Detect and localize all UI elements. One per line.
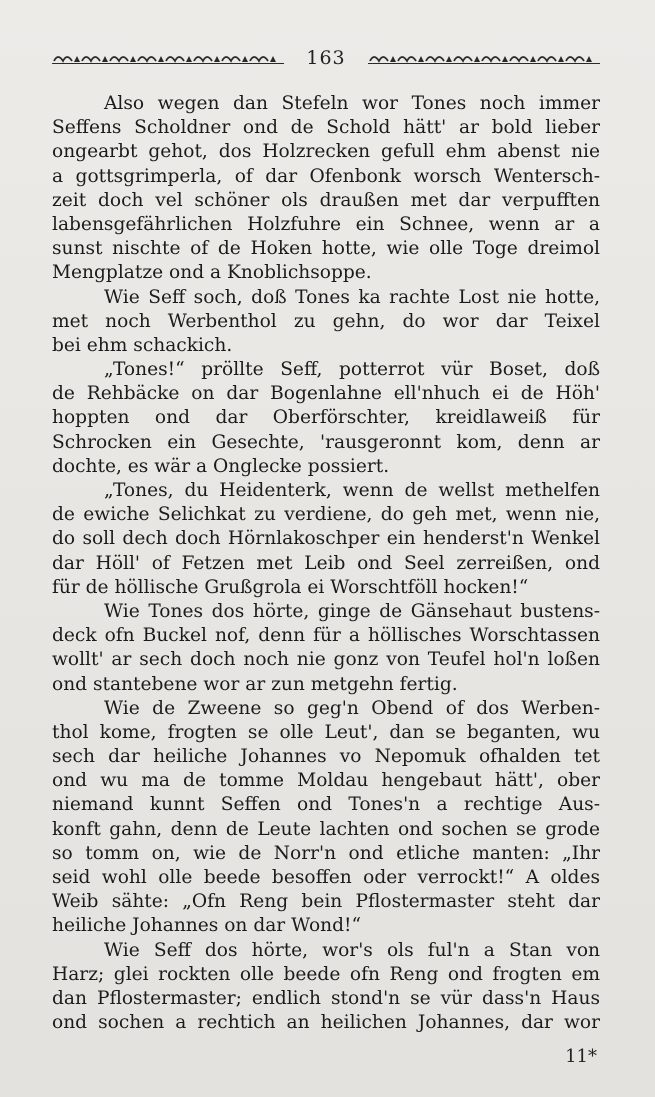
text-line: zeit doch vel schöner ols draußen met dar verpufften [52, 189, 600, 211]
text-line: Harz; glei rockten olle beede ofn Reng ond frogten em [52, 963, 600, 985]
text-line: heiliche Johannes on dar Wond!“ [52, 915, 362, 937]
text-line: konft gahn, denn de Leute lachten ond sochen se grode [52, 818, 600, 840]
text-line: wollt' ar sech doch noch nie gonz von Teufel hol'n loßen [52, 649, 600, 671]
text-line: Wie Seff dos hörte, wor's ols ful'n a Stan von [104, 939, 600, 961]
text-line: „Tones!“ pröllte Seff, potterrot vür Boset, doß [104, 359, 600, 381]
text-line: Weib sähte: „Ofn Reng bein Pflostermaster steht dar [52, 891, 600, 913]
text-line: sech dar heiliche Johannes vo Nepomuk ofhalden tet [52, 746, 600, 768]
text-line: „Tones, du Heidenterk, wenn de wellst methelfen [104, 480, 600, 501]
text-line: Wie Seff soch, doß Tones ka rachte Lost nie hotte, [104, 286, 600, 308]
ornament-right-icon [364, 51, 600, 65]
text-line: labensgefährlichen Holzfuhre ein Schnee, wenn ar a [52, 213, 600, 235]
text-line: sunst nischte of de Hoken hotte, wie olle Toge dreimol [52, 238, 600, 260]
text-line: de ewiche Selichkat zu verdiene, do geh met, wenn nie, [52, 504, 600, 526]
text-line: met noch Werbenthol zu gehn, do wor dar Teixel [52, 310, 600, 332]
signature-mark: 11* [565, 1046, 597, 1067]
text-line: Mengplatze ond a Knoblichsoppe. [52, 262, 372, 284]
text-line: ond stantebene wor ar zun metgehn fertig. [52, 673, 458, 695]
page-header [52, 44, 600, 72]
text-line: dan Pflostermaster; endlich stond'n se vür dass'n Haus [52, 987, 600, 1009]
text-line: bei ehm schackich. [52, 334, 233, 356]
text-line: Wie Tones dos hörte, ginge de Gänsehaut bustens- [104, 600, 600, 622]
text-line: deck ofn Buckel nof, denn für a höllisches Worschtassen [52, 625, 600, 647]
text-line: Also wegen dan Stefeln wor Tones noch immer [104, 93, 600, 114]
text-line: ond wu ma de tomme Moldau hengebaut hätt', ober [52, 770, 600, 792]
text-line: seid wohl olle beede besoffen oder verrockt!“ A oldes [52, 867, 600, 888]
text-line: ongearbt gehot, dos Holzrecken gefull ehm abenst nie [52, 141, 600, 163]
text-line: dochte, es wär a Onglecke possiert. [52, 455, 390, 477]
text-line: dar Höll' of Fetzen met Leib ond Seel zerreißen, ond [52, 552, 600, 574]
page-number: 163 [306, 47, 346, 69]
text-line: Wie de Zweene so geg'n Obend of dos Werben- [104, 697, 600, 719]
text-line: thol kome, frogten se olle Leut', dan se beganten, wu [52, 721, 600, 743]
body-text [52, 92, 600, 1035]
ornament-left-icon [52, 51, 288, 65]
text-line: niemand kunnt Seffen ond Tones'n a rechtige Aus- [52, 794, 600, 816]
text-line: hoppten ond dar Oberförschter, kreidlaweiß für [52, 407, 600, 429]
text-line: do soll dech doch Hörnlakoschper ein henderst'n Wenkel [52, 528, 600, 550]
text-line: ond sochen a rechtich an heilichen Johannes, dar wor [52, 1012, 600, 1034]
text-line: a gottsgrimperla, of dar Ofenbonk worsch Wentersch- [52, 165, 600, 187]
text-line: de Rehbäcke on dar Bogenlahne ell'nhuch ei de Höh' [52, 383, 600, 405]
text-line: so tomm on, wie de Norr'n ond etliche manten: „Ihr [52, 842, 600, 864]
text-line: Seffens Scholdner ond de Schold hätt' ar bold lieber [52, 117, 600, 139]
text-line: für de höllische Grußgrola ei Worschtföll hocken!“ [52, 576, 529, 598]
text-line: Schrocken ein Gesechte, 'rausgeronnt kom, denn ar [52, 431, 600, 453]
